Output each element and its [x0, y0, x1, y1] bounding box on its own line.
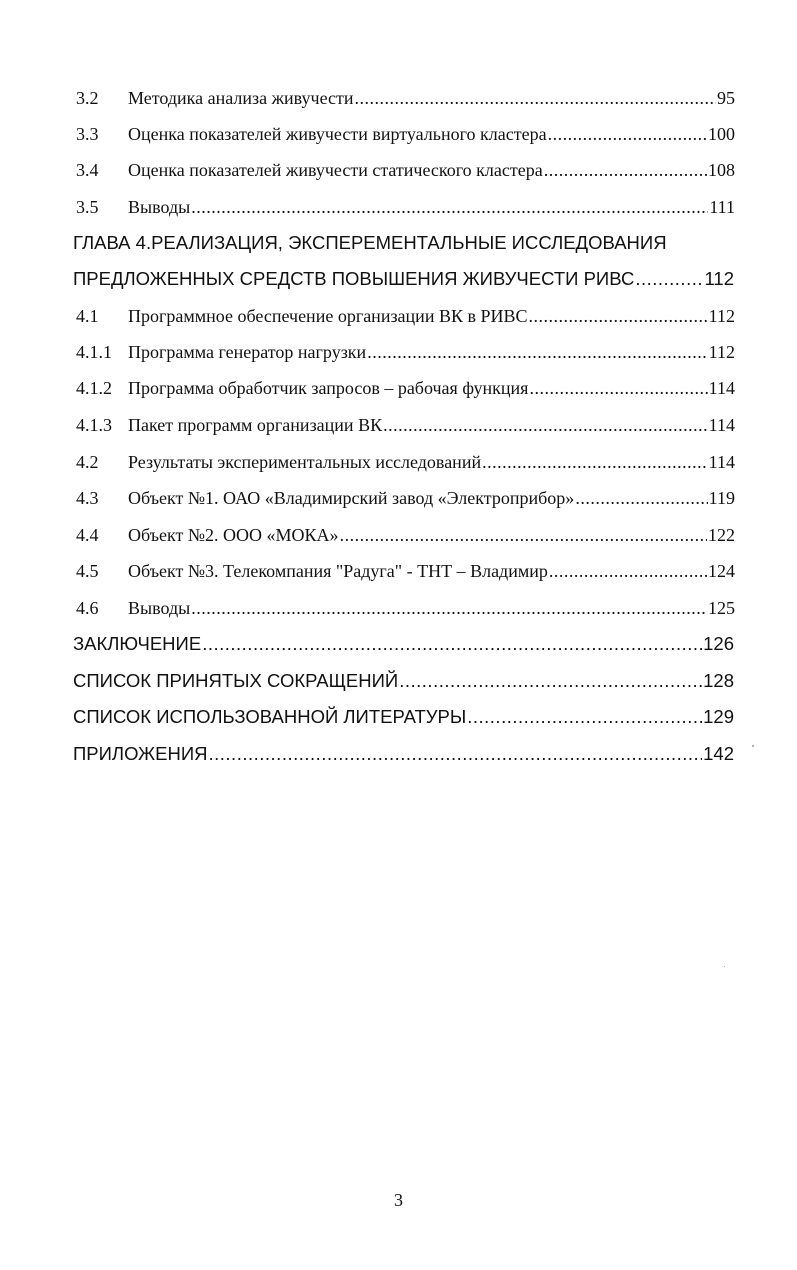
entry-number: 4.2 — [76, 452, 99, 472]
section-title: СПИСОК ИСПОЛЬЗОВАННОЙ ЛИТЕРАТУРЫ — [73, 706, 467, 727]
dot-leader — [544, 152, 707, 188]
toc-entry-4-6[interactable] — [0, 590, 797, 626]
section-title: ПРИЛОЖЕНИЯ — [73, 743, 208, 764]
entry-page: 108 — [708, 160, 735, 180]
dot-leader — [191, 189, 708, 225]
entry-number: 4.1.2 — [76, 378, 112, 398]
toc-entry-4-1-2[interactable] — [0, 370, 797, 406]
toc-section-appendices[interactable] — [0, 736, 797, 772]
entry-title: Программа генератор нагрузки — [128, 342, 367, 362]
entry-page: 114 — [708, 378, 735, 398]
entry-title: Программное обеспечение организации ВК в РИВС — [128, 306, 528, 326]
entry-title: Результаты экспериментальных исследований — [128, 452, 482, 472]
entry-page: 124 — [708, 561, 735, 581]
entry-number: 3.2 — [76, 88, 99, 108]
toc-entry-4-1-3[interactable] — [0, 407, 797, 443]
dot-leader — [548, 116, 707, 152]
dot-leader — [467, 699, 702, 735]
scan-speck — [752, 745, 754, 747]
dot-leader — [528, 298, 707, 334]
entry-title: Методика анализа живучести — [128, 88, 354, 108]
section-title: ЗАКЛЮЧЕНИЕ — [73, 633, 202, 654]
entry-number: 4.1.3 — [76, 415, 112, 435]
section-page: 129 — [703, 706, 734, 727]
entry-title: Программа обработчик запросов – рабочая функция — [128, 378, 529, 398]
entry-number: 4.1.1 — [76, 342, 112, 362]
toc-entry-4-5[interactable] — [0, 553, 797, 589]
dot-leader — [355, 80, 716, 116]
toc-entry-4-1[interactable] — [0, 298, 797, 334]
toc-section-conclusion[interactable] — [0, 626, 797, 662]
toc-entry-3-5[interactable] — [0, 189, 797, 225]
toc-entry-3-2[interactable] — [0, 80, 797, 116]
dot-leader — [575, 480, 707, 516]
entry-page: 112 — [708, 342, 735, 362]
dot-leader — [399, 663, 702, 699]
toc-entry-4-3[interactable] — [0, 480, 797, 516]
dot-leader — [529, 370, 707, 406]
entry-number: 3.5 — [76, 197, 99, 217]
toc-entry-4-1-1[interactable] — [0, 334, 797, 370]
entry-page: 125 — [708, 598, 735, 618]
section-page: 126 — [703, 633, 734, 654]
toc-entry-4-4[interactable] — [0, 517, 797, 553]
chapter4-page: 112 — [704, 268, 734, 289]
entry-page: 111 — [709, 197, 735, 217]
entry-number: 4.6 — [76, 598, 99, 618]
entry-number: 3.4 — [76, 160, 99, 180]
entry-page: 119 — [708, 488, 735, 508]
chapter4-heading-text: ПРЕДЛОЖЕННЫХ СРЕДСТВ ПОВЫШЕНИЯ ЖИВУЧЕСТИ РИВС — [73, 268, 635, 289]
entry-title: Выводы — [128, 598, 191, 618]
section-page: 142 — [703, 743, 734, 764]
toc-entry-4-2[interactable] — [0, 444, 797, 480]
dot-leader — [635, 261, 703, 297]
entry-title: Выводы — [128, 197, 191, 217]
toc-section-abbreviations[interactable] — [0, 663, 797, 699]
dot-leader — [209, 736, 703, 772]
toc-section-references[interactable] — [0, 699, 797, 735]
dot-leader — [549, 553, 707, 589]
entry-title: Объект №2. ООО «МОКА» — [128, 525, 339, 545]
toc-entry-3-3[interactable] — [0, 116, 797, 152]
dot-leader — [482, 444, 708, 480]
entry-number: 4.5 — [76, 561, 99, 581]
dot-leader — [340, 517, 707, 553]
entry-title: Пакет программ организации ВК — [128, 415, 383, 435]
entry-page: 95 — [717, 88, 735, 108]
chapter4-heading-line2[interactable] — [0, 261, 797, 297]
chapter4-heading-line1[interactable]: ГЛАВА 4.РЕАЛИЗАЦИЯ, ЭКСПЕРЕМЕНТАЛЬНЫЕ ИССЛЕДОВАНИЯ — [73, 232, 667, 253]
entry-page: 112 — [708, 306, 735, 326]
entry-page: 114 — [708, 415, 735, 435]
entry-title: Оценка показателей живучести статического кластера — [128, 160, 543, 180]
entry-title: Объект №3. Телекомпания "Радуга" - ТНТ – Владимир — [128, 561, 548, 581]
toc-entry-3-4[interactable] — [0, 152, 797, 188]
dot-leader — [202, 626, 702, 662]
dot-leader — [383, 407, 708, 443]
dot-leader — [367, 334, 707, 370]
page-number: 3 — [394, 1190, 403, 1210]
entry-number: 4.4 — [76, 525, 99, 545]
entry-page: 122 — [708, 525, 735, 545]
dot-leader — [191, 590, 707, 626]
entry-title: Оценка показателей живучести виртуального кластера — [128, 124, 547, 144]
section-page: 128 — [703, 670, 734, 691]
entry-page: 100 — [708, 124, 735, 144]
entry-title: Объект №1. ОАО «Владимирский завод «Электроприбор» — [128, 488, 575, 508]
section-title: СПИСОК ПРИНЯТЫХ СОКРАЩЕНИЙ — [73, 670, 399, 691]
entry-number: 4.1 — [76, 306, 99, 326]
entry-page: 114 — [708, 452, 735, 472]
scan-speck — [724, 966, 725, 967]
entry-number: 4.3 — [76, 488, 99, 508]
entry-number: 3.3 — [76, 124, 99, 144]
